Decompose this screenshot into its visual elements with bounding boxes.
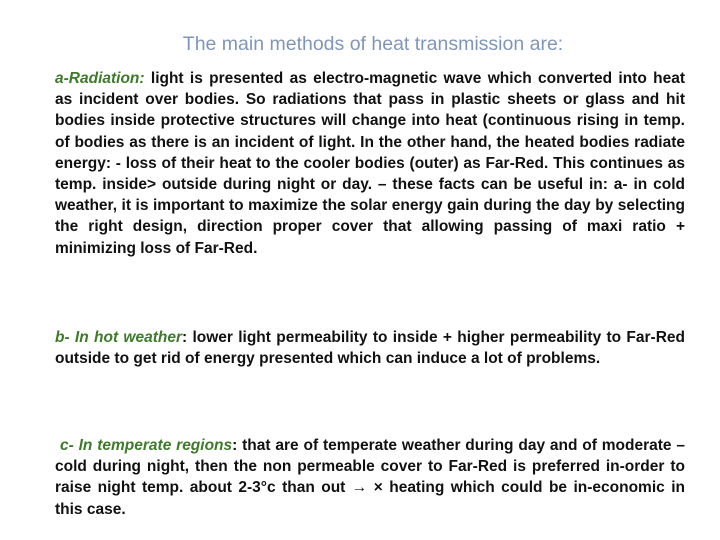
paragraph-hot-weather — [55, 327, 685, 369]
temperate-regions-text: : that are of temperate weather during day and of moderate –cold during night, then the non permeable cover to Far-Red is preferred in-order to raise night temp. about 2-3°c than out → × heating which could be in-economic in this case. — [55, 437, 685, 518]
paragraph-temperate-regions — [55, 435, 685, 520]
radiation-heading: a-Radiation: — [55, 70, 145, 87]
paragraph-radiation — [55, 68, 685, 259]
radiation-text: light is presented as electro-magnetic wave which converted into heat as incident over bodies. So radiations that pass in plastic sheets or glass and hit bodies inside protective structures will change into heat (continuous rising in temp. of bodies as there is an incident of light. In the other hand, the heated bodies radiate energy: - loss of their heat to the cooler bodies (outer) as Far-Red. This continues as temp. inside> outside during night or day. – these facts can be useful in: a- in cold weather, it is important to maximize the solar energy gain during the day by selecting the right design, direction proper cover that allowing passing of maxi ratio + minimizing loss of Far-Red. — [55, 70, 685, 257]
hot-weather-text: : lower light permeability to inside + higher permeability to Far-Red outside to get rid of energy presented which can induce a lot of problems. — [55, 329, 685, 368]
slide-title: The main methods of heat transmission are: — [182, 33, 564, 55]
temperate-regions-heading: c- In temperate regions — [60, 437, 233, 454]
hot-weather-heading: b- In hot weather — [55, 329, 182, 346]
